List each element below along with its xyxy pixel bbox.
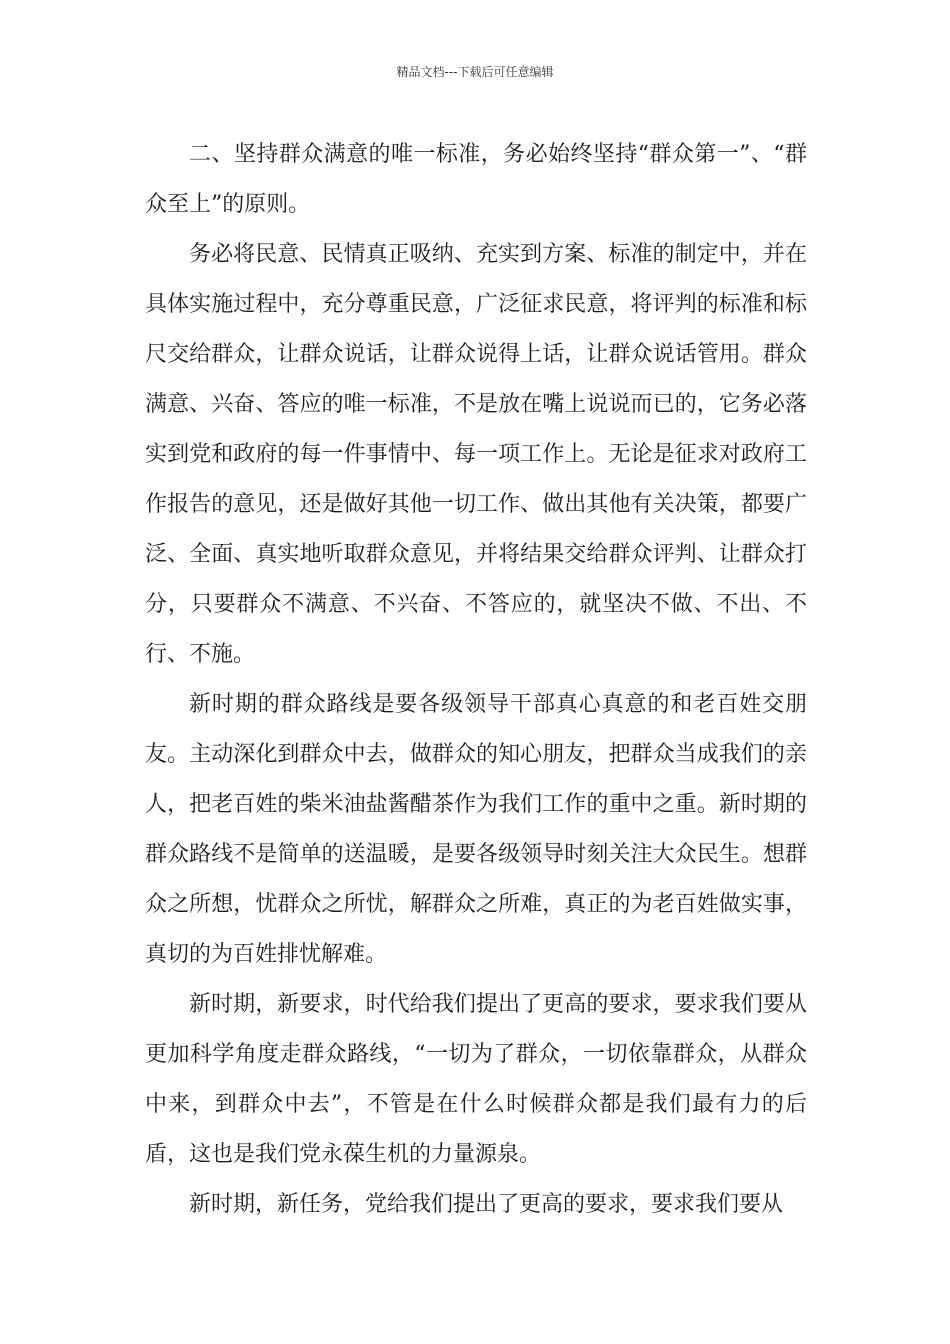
paragraph-1: 二、坚持群众满意的唯一标准，务必始终坚持“群众第一”、“群众至上”的原则。	[145, 142, 807, 217]
page-header: 精品文档---下载后可任意编辑	[396, 65, 554, 79]
paragraph-2: 务必将民意、民情真正吸纳、充实到方案、标准的制定中，并在具体实施过程中，充分尊重民意，广泛征求民意，将评判的标准和标尺交给群众，让群众说话，让群众说得上话，让群众说话管用。群众满意、兴奋、答应的唯一标准，不是放在嘴上说说而已的，它务必落实到党和政府的每一件事情中、每一项工作上。无论是征求对政府工作报告的意见，还是做好其他一切工作、做出其他有关决策，都要广泛、全面、真实地听取群众意见，并将结果交给群众评判、让群众打分，只要群众不满意、不兴奋、不答应的，就坚决不做、不出、不行、不施。	[145, 242, 807, 667]
paragraph-4: 新时期，新要求，时代给我们提出了更高的要求，要求我们要从更加科学角度走群众路线，“一切为了群众，一切依靠群众，从群众中来，到群众中去”，不管是在什么时候群众都是我们最有力的后盾，这也是我们党永葆生机的力量源泉。	[145, 992, 807, 1167]
paragraph-3: 新时期的群众路线是要各级领导干部真心真意的和老百姓交朋友。主动深化到群众中去，做群众的知心朋友，把群众当成我们的亲人，把老百姓的柴米油盐酱醋茶作为我们工作的重中之重。新时期的群众路线不是简单的送温暖，是要各级领导时刻关注大众民生。想群众之所想，忧群众之所忧，解群众之所难，真正的为老百姓做实事，真切的为百姓排忧解难。	[145, 692, 807, 967]
document-body	[145, 130, 807, 1230]
paragraph-5: 新时期，新任务，党给我们提出了更高的要求，要求我们要从	[189, 1192, 784, 1217]
